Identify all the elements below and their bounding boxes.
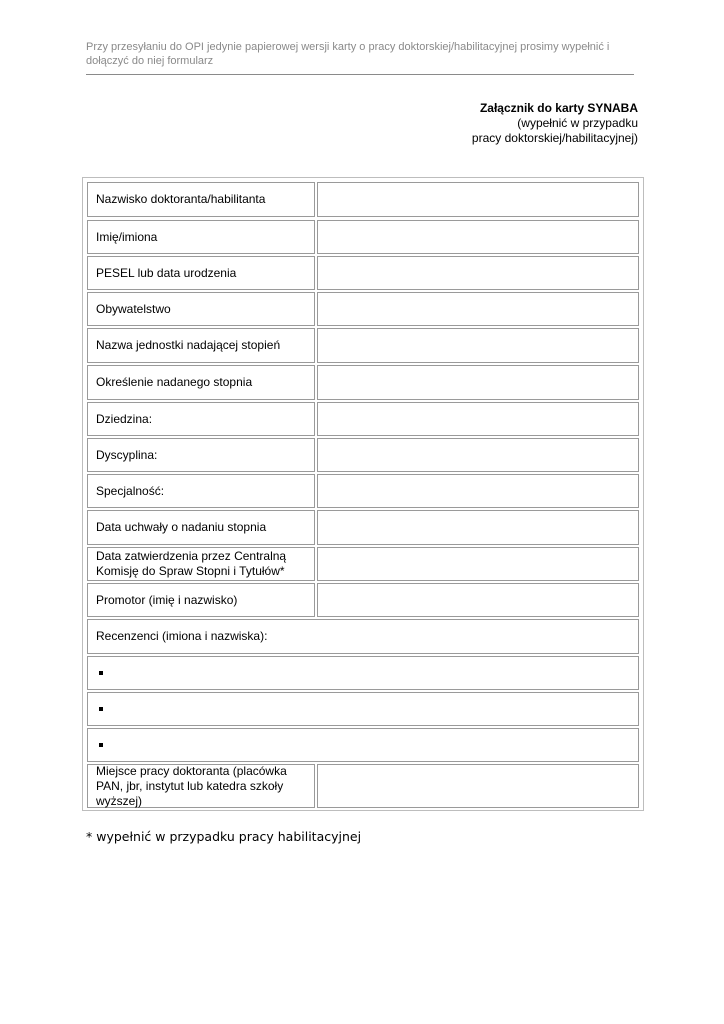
bullet-icon <box>99 671 103 675</box>
header-note: Przy przesyłaniu do OPI jedynie papierowej wersji karty o pracy doktorskiej/habilitacyjnej prosimy wypełnić i dołączyć do niej formularz <box>86 41 610 67</box>
field-pesel[interactable] <box>317 256 639 290</box>
label-degree: Określenie nadanego stopnia <box>87 365 315 400</box>
attachment-subtitle-line2: pracy doktorskiej/habilitacyjnej) <box>471 131 638 145</box>
header-divider <box>86 74 634 75</box>
attachment-title: Załącznik do karty SYNABA <box>479 101 638 115</box>
label-reviewers: Recenzenci (imiona i nazwiska): <box>87 619 639 654</box>
attachment-subtitle-line1: (wypełnić w przypadku <box>517 116 638 130</box>
field-reviewer-1[interactable] <box>87 656 639 690</box>
label-discipline: Dyscyplina: <box>87 438 315 472</box>
field-reviewer-3[interactable] <box>87 728 639 762</box>
label-workplace: Miejsce pracy doktoranta (placówka PAN, jbr, instytut lub katedra szkoły wyższej) <box>87 764 315 808</box>
label-approval-date: Data zatwierdzenia przez Centralną Komisję do Spraw Stopni i Tytułów* <box>87 547 315 581</box>
label-first-names: Imię/imiona <box>87 220 315 254</box>
attachment-heading <box>472 101 638 146</box>
field-first-names[interactable] <box>317 220 639 254</box>
label-surname: Nazwisko doktoranta/habilitanta <box>87 182 315 217</box>
field-approval-date[interactable] <box>317 547 639 581</box>
label-citizenship: Obywatelstwo <box>87 292 315 326</box>
label-supervisor: Promotor (imię i nazwisko) <box>87 583 315 617</box>
field-resolution-date[interactable] <box>317 510 639 545</box>
field-surname[interactable] <box>317 182 639 217</box>
bullet-icon <box>99 707 103 711</box>
field-discipline[interactable] <box>317 438 639 472</box>
label-specialty: Specjalność: <box>87 474 315 508</box>
field-degree[interactable] <box>317 365 639 400</box>
label-resolution-date: Data uchwały o nadaniu stopnia <box>87 510 315 545</box>
field-specialty[interactable] <box>317 474 639 508</box>
field-reviewer-2[interactable] <box>87 692 639 726</box>
field-citizenship[interactable] <box>317 292 639 326</box>
label-awarding-unit: Nazwa jednostki nadającej stopień <box>87 328 315 363</box>
field-awarding-unit[interactable] <box>317 328 639 363</box>
label-pesel: PESEL lub data urodzenia <box>87 256 315 290</box>
field-field[interactable] <box>317 402 639 436</box>
field-workplace[interactable] <box>317 764 639 808</box>
footnote: * wypełnić w przypadku pracy habilitacyjnej <box>86 829 362 844</box>
field-supervisor[interactable] <box>317 583 639 617</box>
bullet-icon <box>99 743 103 747</box>
label-field: Dziedzina: <box>87 402 315 436</box>
